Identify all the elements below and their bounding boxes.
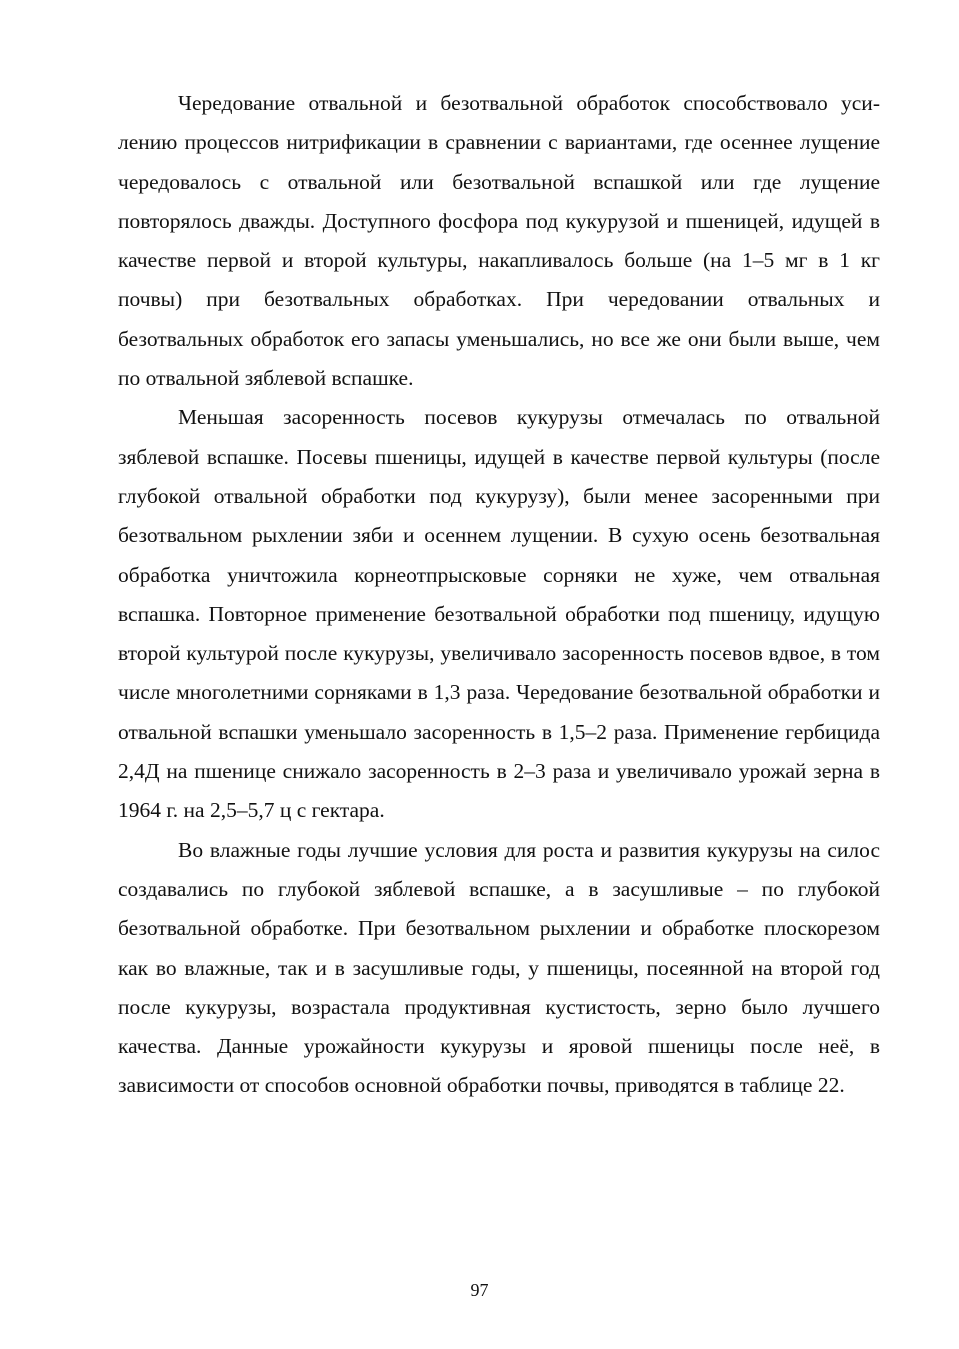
body-text — [118, 84, 880, 1106]
paragraph-1: Чередование отвальной и безотвальной обработок способствовало усилению процессов нитрификации в сравнении с вариантами, где осеннее лущение чередовалось с отвальной или безотвальной вспашкой или где лущение повторялось дважды. Доступного фосфора под кукурузой и пшеницей, идущей в качестве первой и второй культуры, накапливалось больше (на 1–5 мг в 1 кг почвы) при безотвальных обработках. При чередовании отвальных и безотвальных обработок его запасы уменьшались, но все же они были выше, чем по отвальной зяблевой вспашке. — [118, 91, 880, 391]
paragraph-3: Во влажные годы лучшие условия для роста и развития кукурузы на силос создавались по глубокой зяблевой вспашке, а в засушливые – по глубокой безотвальной обработке. При безотвальном рыхлении и обработке плоскорезом как во влажные, так и в засушливые годы, у пшеницы, посеянной на второй год после кукурузы, возрастала продуктивная кустистость, зерно было лучшего качества. Данные урожайности кукурузы и яровой пшеницы после неё, в зависимости от способов основной обработки почвы, приводятся в таблице 22. — [118, 837, 880, 1098]
paragraph-2: Меньшая засоренность посевов кукурузы отмечалась по отвальной зяблевой вспашке. Посевы пшеницы, идущей в качестве первой культуры (после глубокой отвальной обработки под кукурузу), были менее засоренными при безотвальном рыхлении зяби и осеннем лущении. В сухую осень безотвальная обработка уничтожила корнеотпрысковые сорняки не хуже, чем отвальная вспашка. Повторное применение безотвальной обработки под пшеницу, идущую второй культурой после кукурузы, увеличивало засоренность посевов вдвое, в том числе многолетними сорняками в 1,3 раза. Чередование безотвальной обработки и отвальной вспашки уменьшало засоренность в 1,5–2 раза. Применение гербицида 2,4Д на пшенице снижало засоренность в 2–3 раза и увеличивало урожай зерна в 1964 г. на 2,5–5,7 ц с гектара. — [118, 405, 880, 823]
page-number: 97 — [470, 1280, 489, 1300]
